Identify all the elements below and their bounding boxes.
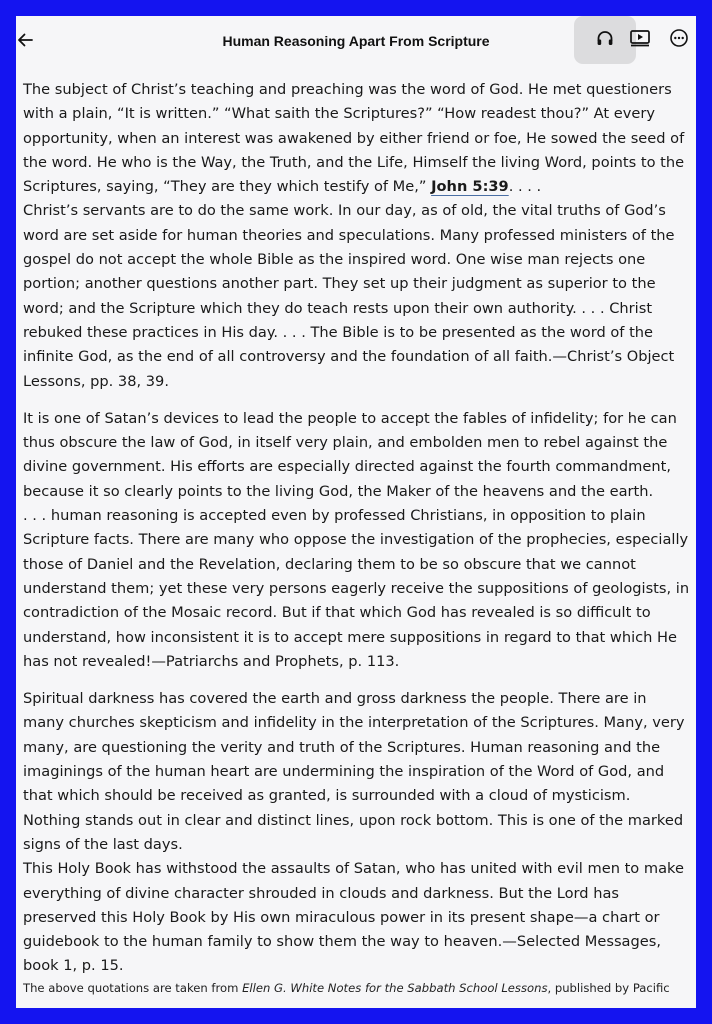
scripture-link[interactable]: John 5:39 — [431, 178, 509, 196]
play-video-icon — [629, 28, 651, 53]
top-bar — [16, 16, 696, 68]
paragraph-2: It is one of Satan’s devices to lead the people to accept the fables of infidelity; for he can thus obscure the law of God, in itself very plain, and embolden men to rebel against the divine government. His efforts are especially directed against the fourth commandment, because it so clearly points to the living God, the Maker of the heavens and the earth. . . . human reasoning is accepted even by professed Christians, in opposition to plain Scripture facts. There are many who oppose the investigation of the prophecies, especially those of Daniel and the Revelation, declaring them to be so obscure that we cannot understand them; yet these very persons eagerly receive the suppositions of geologists, in contradiction of the Mosaic record. But if that which God has revealed is so difficult to understand, how inconsistent it is to accept mere suppositions in regard to that which He has not revealed!—Patriarchs and Prophets, p. 113. — [23, 409, 690, 670]
page-title: Human Reasoning Apart From Scripture — [222, 33, 490, 49]
reader-window — [16, 16, 696, 1008]
paragraph-1: The subject of Christ’s teaching and preaching was the word of God. He met questioners with a plain, “It is written.” “What saith the Scriptures?” “How readest thou?” At every opportunity, when an interest was awakened by either friend or foe, He sowed the seed of the word. He who is the Way, the Truth, and the Life, Himself the living Word, points to the Scriptures, saying, “They are they which testify of Me,” John 5:39. . . . Christ’s servants are to do the same work. In our day, as of old, the vital truths of God’s word are set aside for human theories and speculations. Many professed ministers of the gospel do not accept the whole Bible as the inspired word. One wise man rejects one portion; another questions another part. They set up their judgment as superior to the word; and the Scripture which they do teach rests upon their own authority. . . . Christ rebuked these practices in His day. . . . The Bible is to be presented as the word of the infinite God, as the end of all controversy and the foundation of all faith.—Christ’s Object Lessons, pp. 38, 39. — [23, 81, 685, 390]
more-options-icon — [669, 28, 689, 53]
headphones-icon — [595, 28, 615, 53]
video-button[interactable] — [620, 16, 660, 64]
paragraph-3: Spiritual darkness has covered the earth and gross darkness the people. There are in many churches skepticism and infidelity in the interpretation of the Scriptures. Many, very many, are questioning the verity and truth of the Scriptures. Human reasoning and the imaginings of the human heart are undermining the inspiration of the Word of God, and that which should be received as granted, is surrounded with a cloud of mysticism. Nothing stands out in clear and distinct lines, upon rock bottom. This is one of the marked signs of the last days. This Holy Book has withstood the assaults of Satan, who has united with evil men to make everything of divine character shrouded in clouds and darkness. But the Lord has preserved this Holy Book by His own miraculous power in its present shape—a chart or guidebook to the human family to show them the way to heaven.—Selected Messages, book 1, p. 15. — [23, 690, 685, 975]
source-note: The above quotations are taken from Ellen G. White Notes for the Sabbath School Lessons, published by Pacific — [23, 981, 670, 995]
article-body — [23, 78, 691, 992]
more-options-button[interactable] — [662, 16, 696, 64]
arrow-left-icon[interactable] — [16, 30, 36, 50]
